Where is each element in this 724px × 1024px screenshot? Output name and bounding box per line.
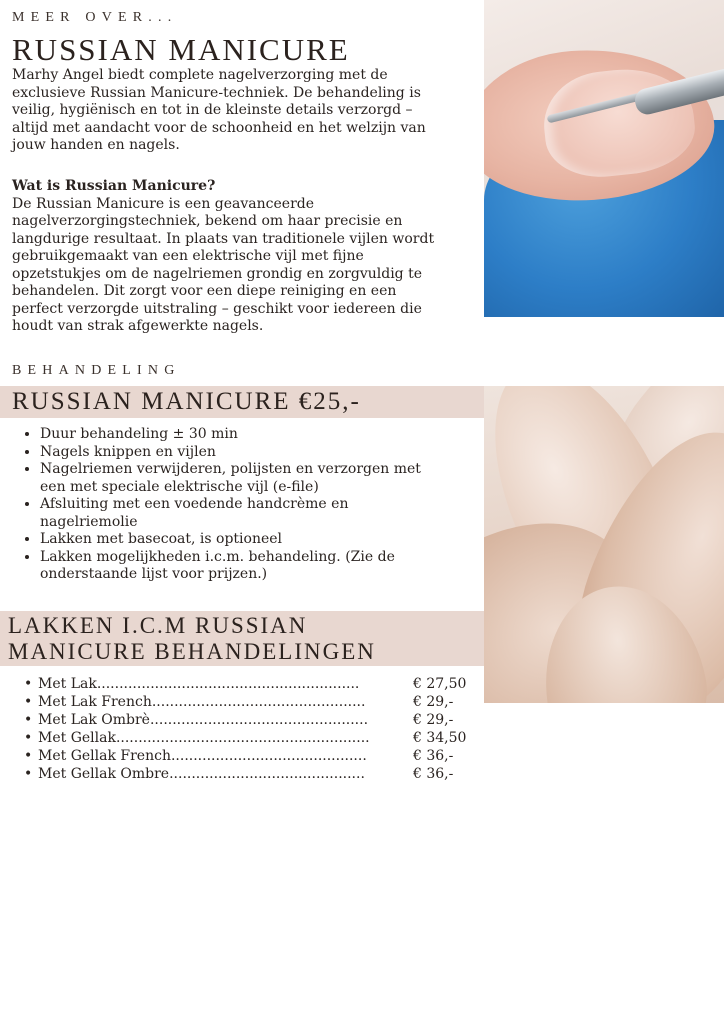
price-row — [24, 675, 484, 693]
price-item-label: Met Gellak Ombre............................................ — [38, 766, 365, 782]
treatment-bullet: • Lakken mogelijkheden i.c.m. behandeling. (Zie de onderstaande lijst voor prijzen.) — [40, 549, 442, 584]
section-kicker-behandeling: BEHANDELING — [12, 363, 181, 378]
intro-paragraph: Marhy Angel biedt complete nagelverzorging met de exclusieve Russian Manicure-techniek. De behandeling is veilig, hygiënisch en tot in de kleinste details verzorgd – altijd met aandacht voor de schoonheid en het welzijn van jouw handen en nagels. — [12, 67, 426, 153]
intro-text — [12, 67, 442, 155]
section-kicker-meer-over: MEER OVER... — [12, 10, 178, 25]
what-is-section — [12, 178, 442, 336]
price-item-label: Met Gellak French............................................ — [38, 748, 367, 764]
what-is-paragraph: De Russian Manicure is een geavanceerde nagelverzorgingstechniek, bekend om haar precisie en langdurige resultaat. In plaats van traditionele vijlen wordt gebruikgemaakt van een elektrische vijl met fijne opzetstukjes om de nagelriemen grondig en zorgvuldig te behandelen. Dit zorgt voor een diepe reiniging en een perfect verzorgde uitstraling – geschikt voor iedereen die houdt van strak afgewerkte nagels. — [12, 195, 435, 334]
price-item-value: € 29,- — [413, 712, 454, 728]
lakken-title-line2: MANICURE BEHANDELINGEN — [8, 639, 376, 664]
price-row — [24, 729, 484, 747]
treatment-bullet: • Nagelriemen verwijderen, polijsten en verzorgen met een met speciale elektrische vijl (e-file) — [40, 461, 442, 496]
price-list — [24, 675, 484, 783]
price-row — [24, 747, 484, 765]
treatment-title-band — [0, 386, 484, 418]
treatment-title: RUSSIAN MANICURE €25,- — [12, 388, 361, 415]
treatment-list — [12, 426, 442, 584]
lakken-title-line1: LAKKEN I.C.M RUSSIAN — [8, 613, 308, 638]
treatment-bullet: • Lakken met basecoat, is optioneel — [40, 531, 442, 549]
price-item-value: € 36,- — [413, 748, 454, 764]
price-item-value: € 27,50 — [413, 676, 467, 692]
page-title: RUSSIAN MANICURE — [12, 32, 350, 67]
price-row — [24, 765, 484, 783]
price-item-value: € 36,- — [413, 766, 454, 782]
price-item-label: Met Lak French................................................ — [38, 694, 366, 710]
petals-photo — [484, 386, 724, 703]
price-item-label: Met Gellak......................................................... — [38, 730, 370, 746]
price-item-label: Met Lak........................................................... — [38, 676, 360, 692]
bullet-icon: • — [24, 676, 33, 692]
price-item-value: € 29,- — [413, 694, 454, 710]
treatment-bullet: • Afsluiting met een voedende handcrème en nagelriemolie — [40, 496, 442, 531]
nail-drill-photo — [484, 0, 724, 317]
price-row — [24, 711, 484, 729]
lakken-title-band — [0, 611, 484, 666]
bullet-icon: • — [24, 712, 33, 728]
price-item-value: € 34,50 — [413, 730, 467, 746]
treatment-bullet: • Nagels knippen en vijlen — [40, 444, 442, 462]
bullet-icon: • — [24, 748, 33, 764]
price-row — [24, 693, 484, 711]
bullet-icon: • — [24, 730, 33, 746]
price-item-label: Met Lak Ombrè................................................. — [38, 712, 369, 728]
bullet-icon: • — [24, 694, 33, 710]
treatment-bullet: • Duur behandeling ± 30 min — [40, 426, 442, 444]
bullet-icon: • — [24, 766, 33, 782]
what-is-heading: Wat is Russian Manicure? — [12, 178, 216, 194]
